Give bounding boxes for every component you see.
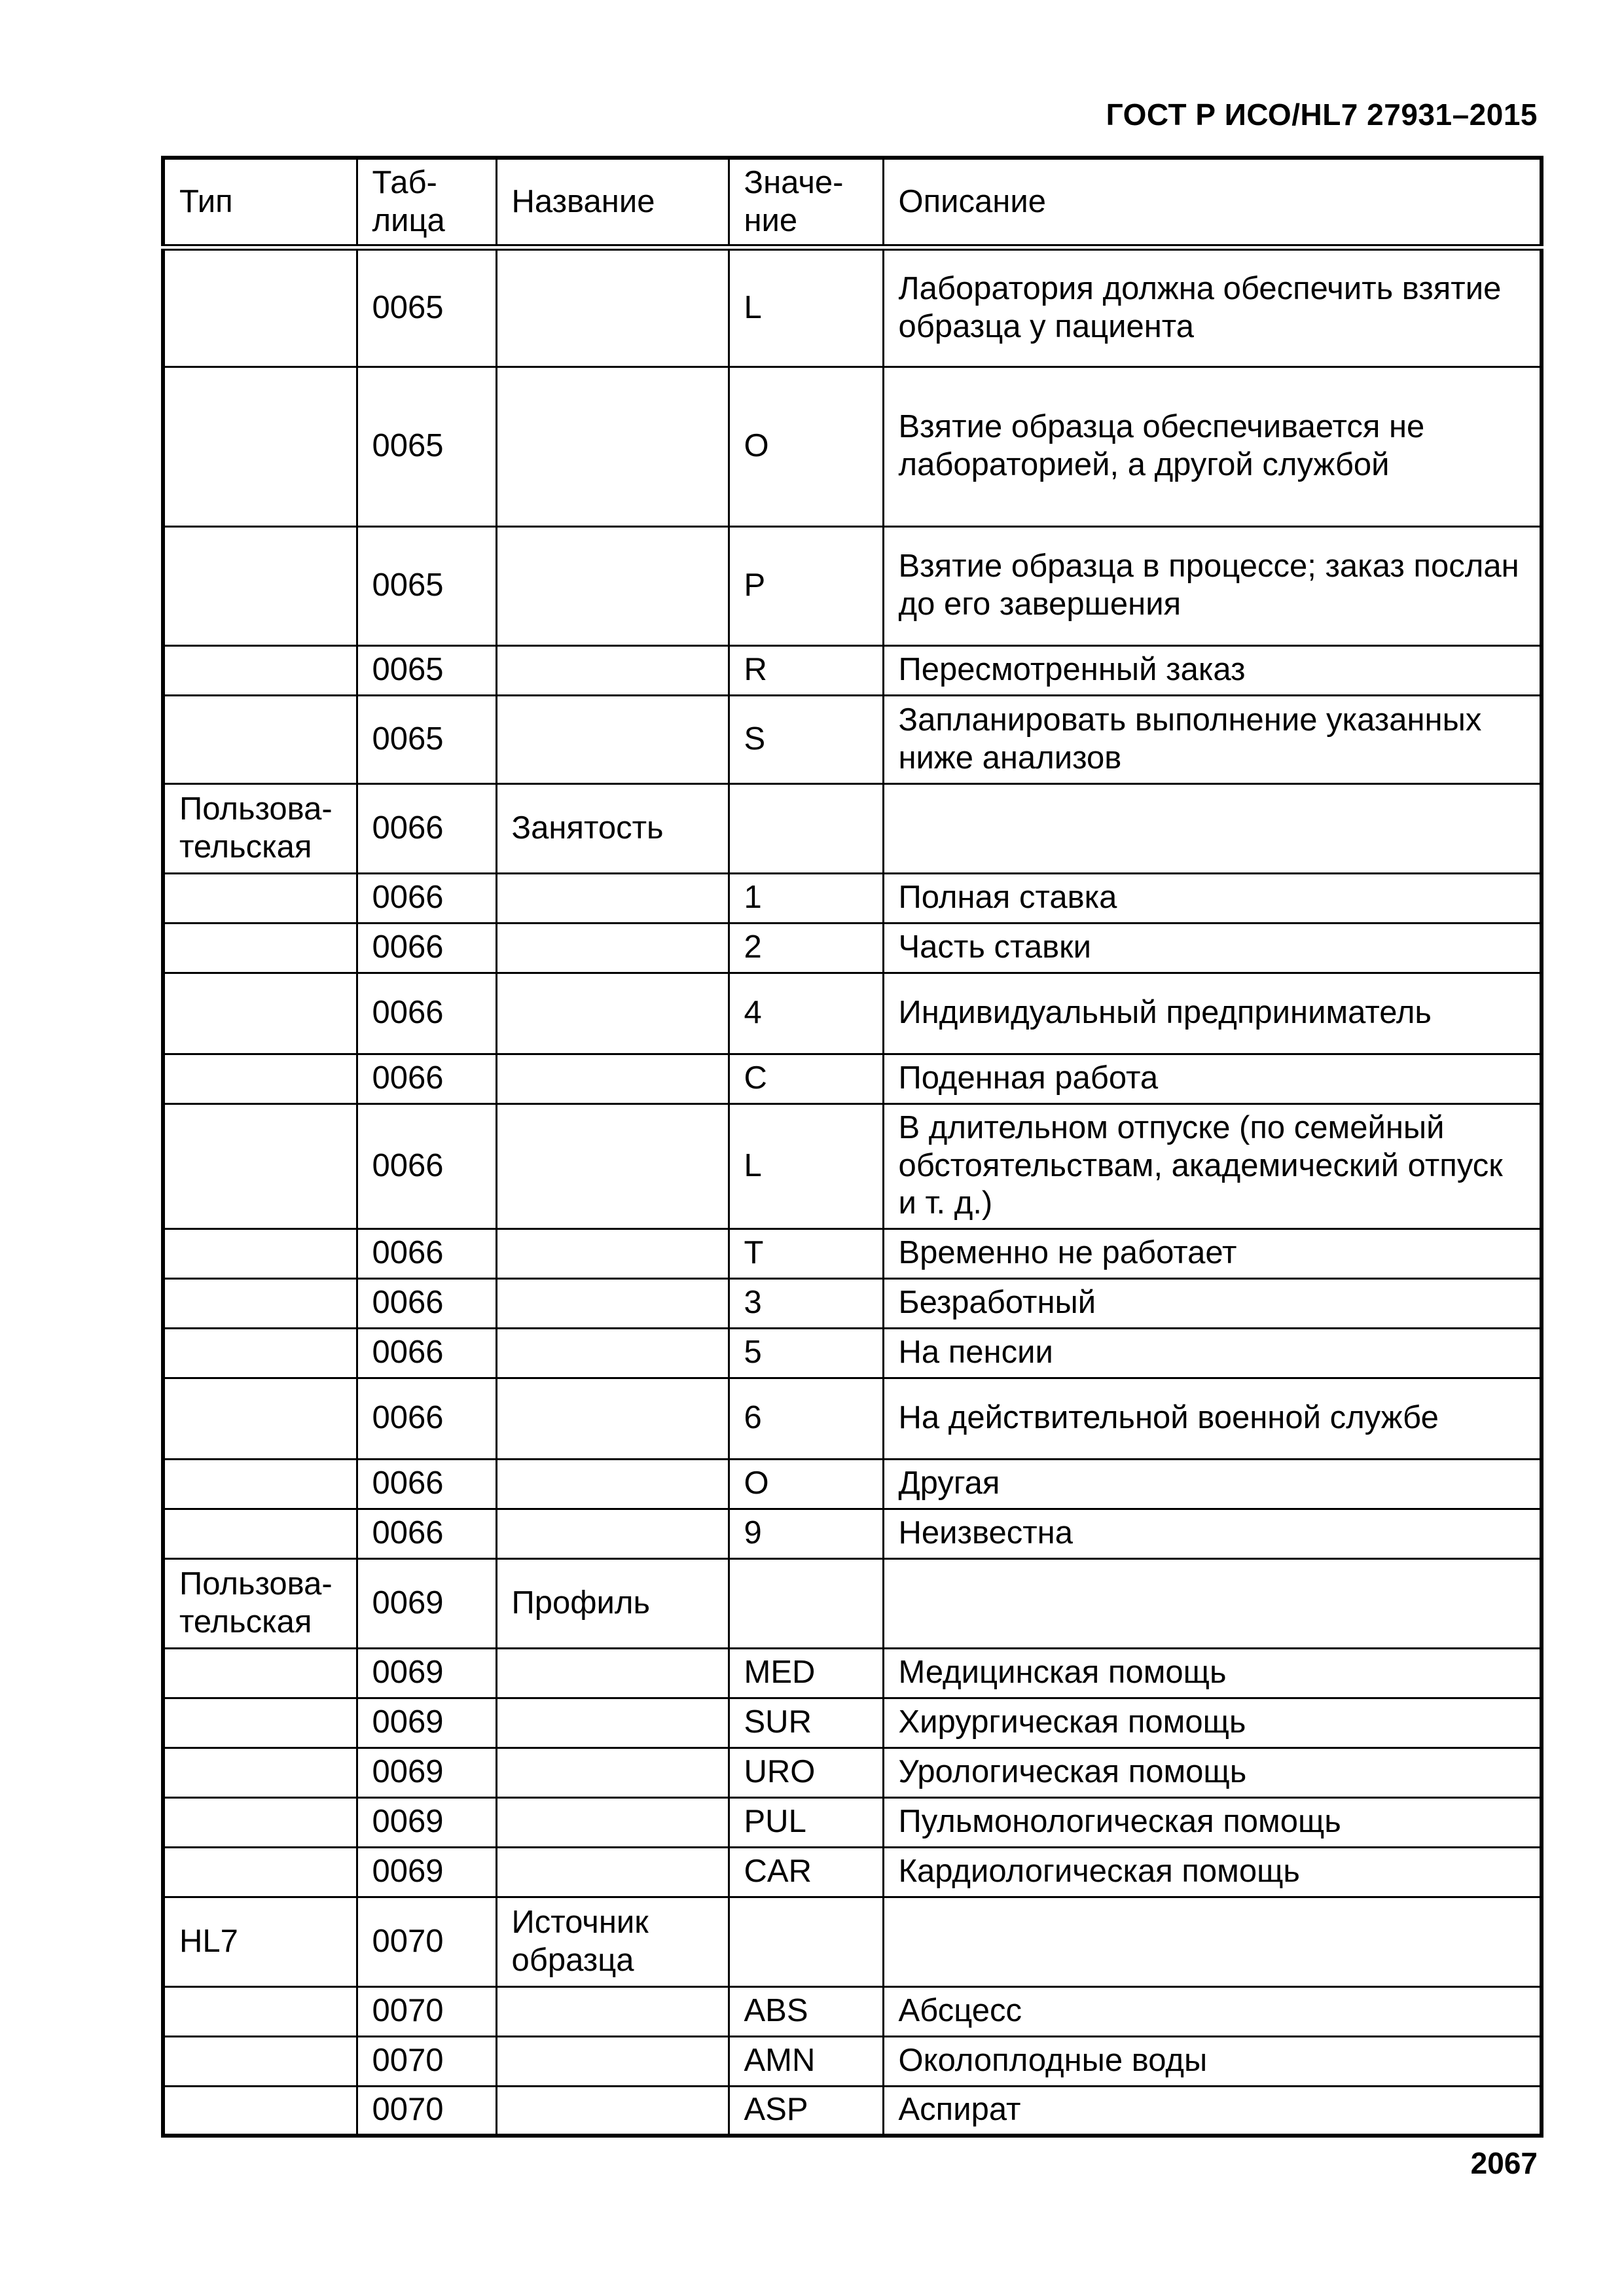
cell-table: 0066 <box>357 1378 496 1459</box>
cell-name <box>496 1103 729 1229</box>
cell-table: 0066 <box>357 973 496 1054</box>
cell-type <box>163 1054 357 1103</box>
cell-value: 6 <box>729 1378 883 1459</box>
cell-name <box>496 923 729 973</box>
cell-type <box>163 1847 357 1897</box>
cell-value: CAR <box>729 1847 883 1897</box>
table-row <box>163 645 1542 695</box>
table-row <box>163 1648 1542 1698</box>
cell-type <box>163 367 357 526</box>
cell-table: 0065 <box>357 645 496 695</box>
table-row <box>163 1229 1542 1278</box>
cell-description: Полная ставка <box>883 873 1542 923</box>
cell-value: ABS <box>729 1986 883 2036</box>
cell-table: 0065 <box>357 526 496 645</box>
cell-name: Источник образца <box>496 1897 729 1986</box>
cell-value: PUL <box>729 1797 883 1847</box>
cell-value: MED <box>729 1648 883 1698</box>
table-body <box>163 247 1542 2136</box>
cell-description: Поденная работа <box>883 1054 1542 1103</box>
table-row <box>163 695 1542 783</box>
cell-value: L <box>729 1103 883 1229</box>
cell-type <box>163 1986 357 2036</box>
table-row <box>163 1748 1542 1797</box>
cell-name <box>496 873 729 923</box>
cell-type <box>163 1748 357 1797</box>
cell-table: 0069 <box>357 1797 496 1847</box>
cell-type <box>163 1509 357 1558</box>
cell-name: Профиль <box>496 1558 729 1648</box>
column-header-description: Описание <box>883 158 1542 247</box>
table-row <box>163 923 1542 973</box>
cell-table: 0065 <box>357 247 496 367</box>
cell-description: Взятие образца обеспечивается не лабораторией, а другой службой <box>883 367 1542 526</box>
cell-table: 0066 <box>357 1459 496 1509</box>
column-header-value: Значе- ние <box>729 158 883 247</box>
cell-name <box>496 1797 729 1847</box>
cell-name <box>496 526 729 645</box>
cell-value: 9 <box>729 1509 883 1558</box>
cell-value <box>729 1897 883 1986</box>
page-number: 2067 <box>1470 2146 1538 2180</box>
cell-description: На действительной военной службе <box>883 1378 1542 1459</box>
cell-type <box>163 247 357 367</box>
cell-value: 4 <box>729 973 883 1054</box>
cell-description: Медицинская помощь <box>883 1648 1542 1698</box>
cell-value: R <box>729 645 883 695</box>
cell-table: 0066 <box>357 1054 496 1103</box>
cell-type: HL7 <box>163 1897 357 1986</box>
cell-description: Неизвестна <box>883 1509 1542 1558</box>
cell-name <box>496 1328 729 1378</box>
cell-type <box>163 1797 357 1847</box>
table-header <box>163 158 1542 247</box>
table-row <box>163 1459 1542 1509</box>
cell-name <box>496 1459 729 1509</box>
cell-name <box>496 1054 729 1103</box>
table-row <box>163 873 1542 923</box>
document-header: ГОСТ Р ИСО/HL7 27931–2015 <box>1106 98 1538 132</box>
cell-type <box>163 2086 357 2136</box>
table-row <box>163 1558 1542 1648</box>
cell-type <box>163 526 357 645</box>
cell-name <box>496 1648 729 1698</box>
table-row <box>163 1054 1542 1103</box>
cell-table: 0070 <box>357 2086 496 2136</box>
table-row <box>163 2086 1542 2136</box>
cell-name <box>496 1698 729 1748</box>
cell-table: 0069 <box>357 1558 496 1648</box>
cell-type <box>163 1698 357 1748</box>
column-header-name: Название <box>496 158 729 247</box>
cell-value: C <box>729 1054 883 1103</box>
cell-description: Околоплодные воды <box>883 2036 1542 2086</box>
codes-table <box>161 156 1543 2138</box>
cell-value <box>729 783 883 873</box>
cell-description: Урологическая помощь <box>883 1748 1542 1797</box>
cell-value: O <box>729 367 883 526</box>
cell-description: Взятие образца в процессе; заказ послан до его завершения <box>883 526 1542 645</box>
cell-value: SUR <box>729 1698 883 1748</box>
cell-value: AMN <box>729 2036 883 2086</box>
table-row <box>163 1986 1542 2036</box>
cell-description: Запланировать выполнение указанных ниже анализов <box>883 695 1542 783</box>
table-row <box>163 1847 1542 1897</box>
cell-type <box>163 1103 357 1229</box>
header-row <box>163 158 1542 247</box>
cell-description: В длительном отпуске (по семейный обстоятельствам, академический отпуск и т. д.) <box>883 1103 1542 1229</box>
cell-value <box>729 1558 883 1648</box>
cell-table: 0065 <box>357 367 496 526</box>
column-header-table: Таб- лица <box>357 158 496 247</box>
cell-name <box>496 1229 729 1278</box>
table-row <box>163 1509 1542 1558</box>
cell-table: 0066 <box>357 1509 496 1558</box>
table-row <box>163 1897 1542 1986</box>
cell-description: Временно не работает <box>883 1229 1542 1278</box>
cell-value: S <box>729 695 883 783</box>
cell-table: 0066 <box>357 783 496 873</box>
cell-type: Пользова- тельская <box>163 1558 357 1648</box>
cell-type <box>163 873 357 923</box>
cell-name <box>496 1748 729 1797</box>
cell-table: 0070 <box>357 1986 496 2036</box>
cell-name <box>496 1278 729 1328</box>
cell-value: ASP <box>729 2086 883 2136</box>
table-row <box>163 1378 1542 1459</box>
cell-table: 0066 <box>357 1328 496 1378</box>
cell-type <box>163 695 357 783</box>
cell-value: URO <box>729 1748 883 1797</box>
cell-name <box>496 2086 729 2136</box>
table-row <box>163 247 1542 367</box>
cell-table: 0066 <box>357 923 496 973</box>
cell-value: O <box>729 1459 883 1509</box>
cell-table: 0069 <box>357 1847 496 1897</box>
cell-value: T <box>729 1229 883 1278</box>
cell-type <box>163 1328 357 1378</box>
cell-description: Пульмонологическая помощь <box>883 1797 1542 1847</box>
table-row <box>163 1103 1542 1229</box>
cell-description: Часть ставки <box>883 923 1542 973</box>
cell-description: На пенсии <box>883 1328 1542 1378</box>
cell-name <box>496 367 729 526</box>
cell-type <box>163 1229 357 1278</box>
cell-description: Безработный <box>883 1278 1542 1328</box>
cell-description <box>883 1558 1542 1648</box>
table-row <box>163 367 1542 526</box>
cell-description: Кардиологическая помощь <box>883 1847 1542 1897</box>
cell-description: Аспират <box>883 2086 1542 2136</box>
table-row <box>163 973 1542 1054</box>
cell-name <box>496 973 729 1054</box>
table-row <box>163 783 1542 873</box>
cell-table: 0069 <box>357 1748 496 1797</box>
cell-name <box>496 2036 729 2086</box>
table-row <box>163 1698 1542 1748</box>
cell-description: Лаборатория должна обеспечить взятие образца у пациента <box>883 247 1542 367</box>
cell-value: 5 <box>729 1328 883 1378</box>
cell-table: 0069 <box>357 1698 496 1748</box>
cell-type <box>163 2036 357 2086</box>
cell-value: P <box>729 526 883 645</box>
cell-table: 0066 <box>357 1229 496 1278</box>
cell-type <box>163 645 357 695</box>
table-row <box>163 1797 1542 1847</box>
cell-description <box>883 1897 1542 1986</box>
cell-table: 0066 <box>357 1103 496 1229</box>
cell-description: Хирургическая помощь <box>883 1698 1542 1748</box>
cell-type <box>163 1378 357 1459</box>
cell-type <box>163 1278 357 1328</box>
cell-table: 0065 <box>357 695 496 783</box>
column-header-type: Тип <box>163 158 357 247</box>
cell-name <box>496 1509 729 1558</box>
cell-description: Другая <box>883 1459 1542 1509</box>
cell-table: 0070 <box>357 2036 496 2086</box>
table-row <box>163 1278 1542 1328</box>
cell-table: 0069 <box>357 1648 496 1698</box>
cell-value: L <box>729 247 883 367</box>
cell-value: 3 <box>729 1278 883 1328</box>
cell-name <box>496 1378 729 1459</box>
cell-table: 0070 <box>357 1897 496 1986</box>
cell-name <box>496 1847 729 1897</box>
cell-description <box>883 783 1542 873</box>
table-row <box>163 1328 1542 1378</box>
cell-type <box>163 973 357 1054</box>
cell-type <box>163 1459 357 1509</box>
cell-description: Абсцесс <box>883 1986 1542 2036</box>
cell-name <box>496 1986 729 2036</box>
cell-type <box>163 923 357 973</box>
cell-type: Пользова- тельская <box>163 783 357 873</box>
cell-table: 0066 <box>357 873 496 923</box>
cell-description: Индивидуальный предприниматель <box>883 973 1542 1054</box>
cell-table: 0066 <box>357 1278 496 1328</box>
cell-name: Занятость <box>496 783 729 873</box>
cell-type <box>163 1648 357 1698</box>
cell-value: 2 <box>729 923 883 973</box>
cell-name <box>496 695 729 783</box>
table-row <box>163 2036 1542 2086</box>
cell-name <box>496 645 729 695</box>
cell-name <box>496 247 729 367</box>
table-row <box>163 526 1542 645</box>
cell-description: Пересмотренный заказ <box>883 645 1542 695</box>
cell-value: 1 <box>729 873 883 923</box>
